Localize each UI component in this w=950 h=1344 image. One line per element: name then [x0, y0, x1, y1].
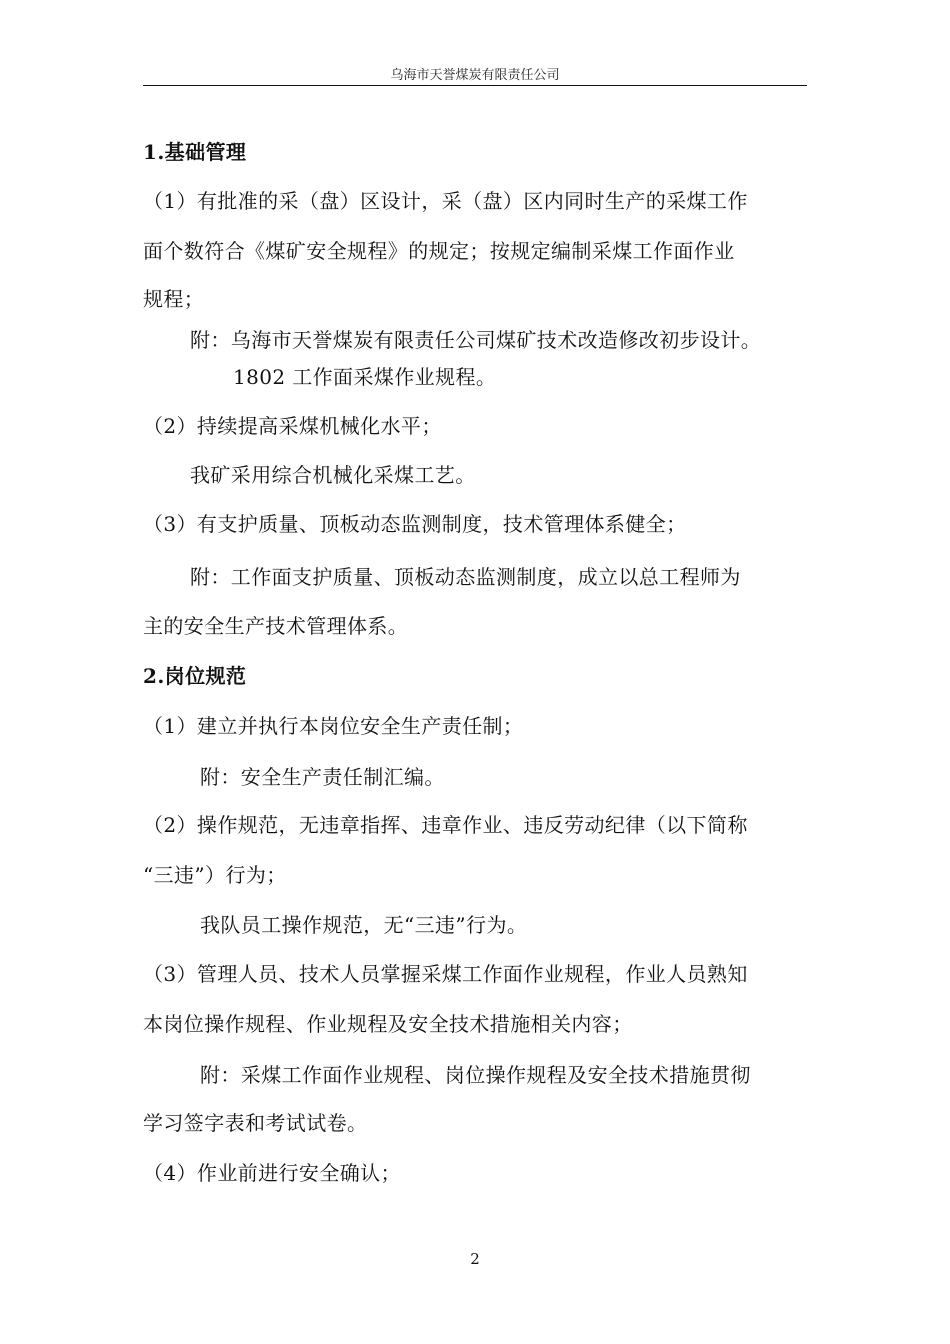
paragraph-line: （1）有批准的采（盘）区设计，采（盘）区内同时生产的采煤工作 — [143, 189, 748, 213]
paragraph-line: 我队员工操作规范，无“三违”行为。 — [200, 913, 528, 937]
paragraph-line: 我矿采用综合机械化采煤工艺。 — [190, 463, 476, 487]
paragraph-line: 规程； — [143, 287, 205, 311]
paragraph-line: 本岗位操作规程、作业规程及安全技术措施相关内容； — [143, 1012, 633, 1036]
attachment-note: 附：采煤工作面作业规程、岗位操作规程及安全技术措施贯彻 — [200, 1063, 751, 1087]
paragraph-line: （3）管理人员、技术人员掌握采煤工作面作业规程，作业人员熟知 — [143, 962, 748, 986]
header-company-name: 乌海市天誉煤炭有限责任公司 — [390, 68, 560, 83]
paragraph-line: （3）有支护质量、顶板动态监测制度，技术管理体系健全； — [143, 512, 687, 536]
section-heading-post-standards: 2.岗位规范 — [143, 664, 247, 688]
paragraph-line: “三违”）行为； — [143, 863, 287, 887]
attachment-note: 附：工作面支护质量、顶板动态监测制度，成立以总工程师为 — [190, 565, 741, 589]
paragraph-line: 学习签字表和考试试卷。 — [143, 1111, 368, 1135]
attachment-note: 附：乌海市天誉煤炭有限责任公司煤矿技术改造修改初步设计。 — [190, 328, 762, 352]
section-heading-basic-management: 1.基础管理 — [143, 140, 247, 164]
paragraph-line: 主的安全生产技术管理体系。 — [143, 614, 409, 638]
paragraph-line: （4）作业前进行安全确认； — [143, 1161, 401, 1185]
paragraph-line: 面个数符合《煤矿安全规程》的规定；按规定编制采煤工作面作业 — [143, 239, 735, 263]
attachment-note: 1802 工作面采煤作业规程。 — [233, 365, 497, 389]
paragraph-line: （1）建立并执行本岗位安全生产责任制； — [143, 714, 524, 738]
paragraph-line: （2）持续提高采煤机械化水平； — [143, 414, 442, 438]
attachment-note: 附：安全生产责任制汇编。 — [200, 765, 445, 789]
page-number: 2 — [470, 1250, 480, 1268]
header-divider — [143, 85, 807, 86]
paragraph-line: （2）操作规范，无违章指挥、违章作业、违反劳动纪律（以下简称 — [143, 813, 748, 837]
